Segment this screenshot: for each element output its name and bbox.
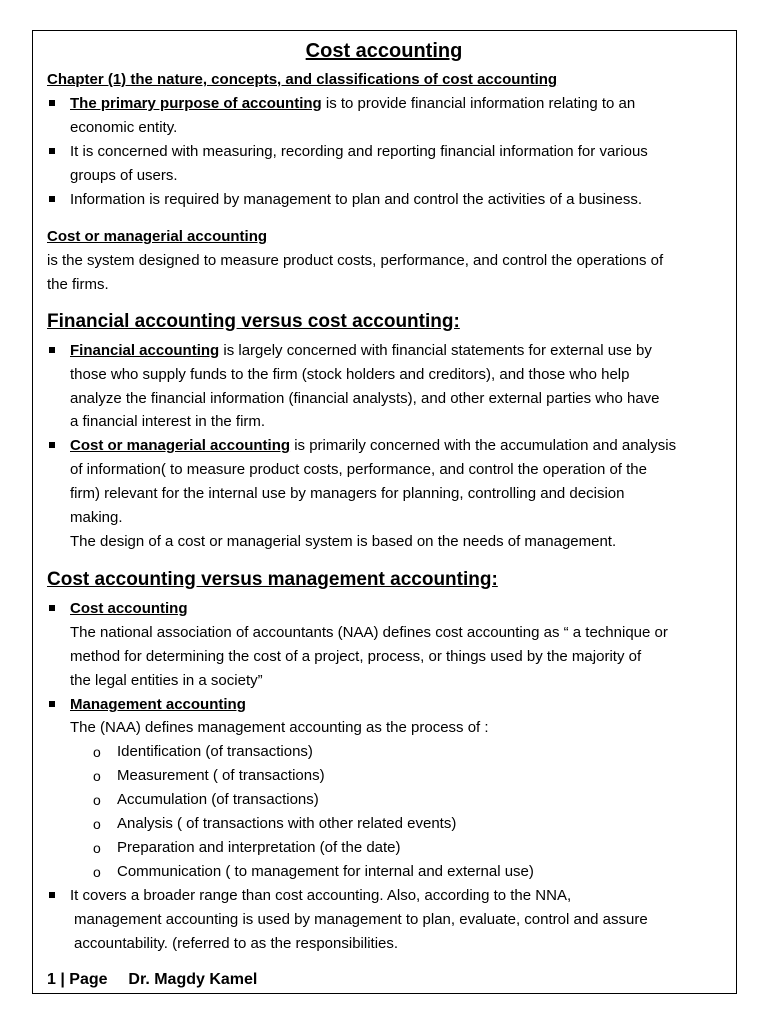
final-bullet-line-1: It covers a broader range than cost accounting. Also, according to the NNA,	[70, 887, 572, 904]
bullet-square-icon	[49, 196, 55, 202]
section1-bullet-1-term: Financial accounting	[70, 342, 220, 359]
circle-bullet-icon: o	[93, 816, 101, 832]
management-accounting-term: Management accounting	[70, 696, 246, 713]
final-bullet-line-3: accountability. (referred to as the responsibilities.	[74, 935, 399, 952]
section1-bullet-1-line-3: analyze the financial information (financial analysts), and other external parties who have	[70, 390, 660, 407]
managerial-def-line-2: the firms.	[47, 276, 109, 293]
circle-bullet-icon: o	[93, 744, 101, 760]
process-item: Communication ( to management for internal and external use)	[117, 863, 534, 880]
section1-bullet-2-term: Cost or managerial accounting	[70, 437, 291, 454]
section1-bullet-2-line-1: Cost or managerial accounting is primarily concerned with the accumulation and analysis	[70, 437, 677, 454]
section-heading-cost-vs-management: Cost accounting versus management accounting:	[47, 569, 498, 590]
circle-bullet-icon: o	[93, 792, 101, 808]
author-name: Dr. Magdy Kamel	[128, 971, 258, 988]
page-number: 1 | Page	[47, 971, 108, 988]
bullet-square-icon	[49, 148, 55, 154]
intro-bullet-2-line-2: groups of users.	[70, 167, 178, 184]
process-item: Accumulation (of transactions)	[117, 791, 319, 808]
section1-bullet-2-line-2: of information( to measure product costs, performance, and control the operation of the	[70, 461, 647, 478]
process-item: Analysis ( of transactions with other related events)	[117, 815, 457, 832]
section1-bullet-2-line-5: The design of a cost or managerial system is based on the needs of management.	[70, 533, 617, 550]
section-heading-financial-vs-cost: Financial accounting versus cost accounting:	[47, 311, 460, 332]
cost-accounting-term: Cost accounting	[70, 600, 188, 617]
section1-bullet-1-line-4: a financial interest in the firm.	[70, 413, 266, 430]
intro-bullet-2-line-1: It is concerned with measuring, recording and reporting financial information for various	[70, 143, 648, 160]
circle-bullet-icon: o	[93, 840, 101, 856]
cost-accounting-def-line-2: method for determining the cost of a project, process, or things used by the majority of	[70, 648, 642, 665]
managerial-heading: Cost or managerial accounting	[47, 228, 268, 245]
section1-bullet-1-line-1: Financial accounting is largely concerned with financial statements for external use by	[70, 342, 652, 359]
bullet-square-icon	[49, 442, 55, 448]
chapter-heading: Chapter (1) the nature, concepts, and classifications of cost accounting	[47, 71, 558, 88]
page-footer	[47, 971, 257, 989]
cost-accounting-def-line-3: the legal entities in a society”	[70, 672, 263, 689]
process-item: Measurement ( of transactions)	[117, 767, 325, 784]
section1-bullet-1-line-2: those who supply funds to the firm (stock holders and creditors), and those who help	[70, 366, 630, 383]
bullet-square-icon	[49, 701, 55, 707]
document-title: Cost accounting	[305, 40, 463, 62]
managerial-def-line-1: is the system designed to measure product costs, performance, and control the operations of	[47, 252, 664, 269]
circle-bullet-icon: o	[93, 864, 101, 880]
cost-accounting-def-line-1: The national association of accountants (NAA) defines cost accounting as “ a technique or	[70, 624, 668, 641]
management-accounting-intro: The (NAA) defines management accounting as the process of :	[70, 719, 489, 736]
bullet-square-icon	[49, 605, 55, 611]
bullet-square-icon	[49, 892, 55, 898]
intro-bullet-1-term: The primary purpose of accounting	[70, 95, 322, 112]
process-item: Identification (of transactions)	[117, 743, 313, 760]
process-item: Preparation and interpretation (of the date)	[117, 839, 401, 856]
section1-bullet-2-line-3: firm) relevant for the internal use by managers for planning, controlling and decision	[70, 485, 625, 502]
bullet-square-icon	[49, 347, 55, 353]
section1-bullet-2-line-4: making.	[70, 509, 123, 526]
intro-bullet-1-line-1: The primary purpose of accounting is to provide financial information relating to an	[70, 95, 636, 112]
intro-bullet-1-line-2: economic entity.	[70, 119, 178, 136]
bullet-square-icon	[49, 100, 55, 106]
intro-bullet-3-line-1: Information is required by management to plan and control the activities of a business.	[70, 191, 642, 208]
final-bullet-line-2: management accounting is used by management to plan, evaluate, control and assure	[74, 911, 648, 928]
circle-bullet-icon: o	[93, 768, 101, 784]
